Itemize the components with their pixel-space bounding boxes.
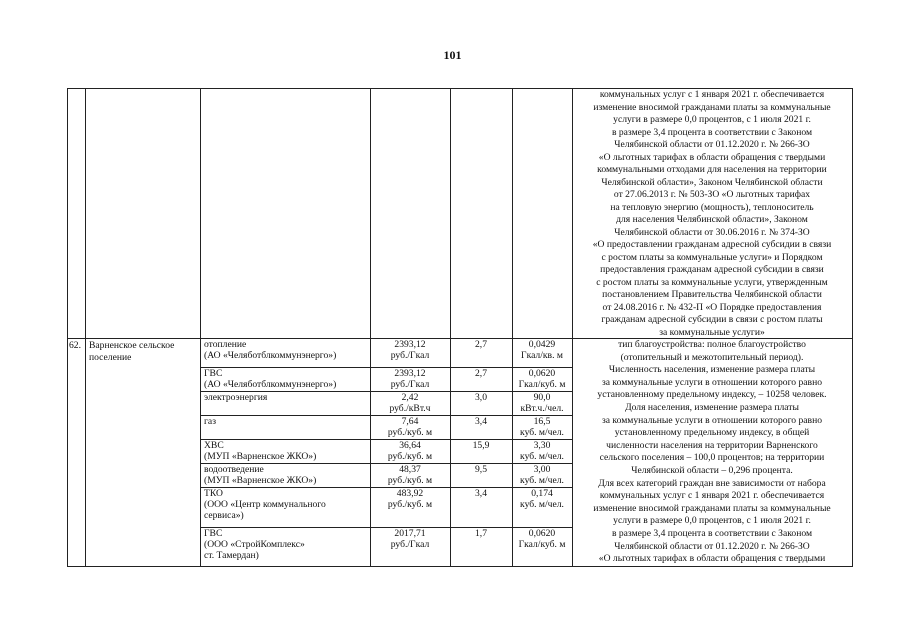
service-norm: 16,5 (533, 416, 551, 427)
service-growth: 2,7 (475, 339, 487, 350)
note-line: постановлением Правительства Челябинской области (602, 289, 822, 300)
service-tariff: руб./кВт.ч (389, 403, 431, 414)
service-name: (АО «Челяботблкоммунэнерго») (204, 350, 337, 361)
service-name: сервиса») (204, 510, 244, 521)
service-growth: 1,7 (475, 528, 487, 539)
service-tariff: руб./Гкал (390, 539, 430, 550)
note-line: Челябинской области от 30.06.2016 г. № 374-ЗО (614, 226, 810, 238)
service-norm: кВт.ч./чел. (520, 403, 564, 414)
note-line: сельского поселения – 100,0 процентов; на территории (599, 452, 825, 464)
note-line: гражданам адресной субсидии в связи с ростом платы (601, 314, 823, 325)
service-tariff: 7,64 (401, 416, 419, 427)
note-line: за коммунальные услуги в отношении которого равно (601, 414, 823, 426)
note-line: изменение вносимой гражданами платы за коммунальные (593, 502, 831, 514)
service-norm: 3,00 (533, 464, 551, 475)
service-tariff: 48,37 (399, 464, 421, 475)
service-norm: 90,0 (533, 392, 551, 403)
service-norm: 0,0620 (528, 528, 556, 539)
note-line: в размере 3,4 процента в соответствии с Законом (611, 126, 813, 138)
service-norm: куб. м/чел. (520, 499, 564, 510)
service-norm: 0,0620 (528, 368, 556, 379)
service-tariff: 483,92 (396, 488, 424, 499)
settlement-name: Варненское сельское (89, 340, 175, 351)
note-line: численности населения на территории Варненского (606, 439, 818, 451)
note-line: изменение вносимой гражданами платы за коммунальные (593, 101, 831, 113)
note-line: установленному предельному индексу, в общей (614, 427, 810, 439)
service-name: (ООО «Центр коммунального (204, 499, 326, 510)
service-tariff: 36,64 (399, 440, 421, 451)
note-line: «О льготных тарифах в области обращения с твердыми (598, 151, 826, 163)
service-name: электроэнергия (204, 392, 268, 403)
service-name: (МУП «Варненское ЖКО») (204, 475, 317, 486)
note-line: для населения Челябинской области», Законом (616, 214, 808, 225)
note-line: Челябинской области от 01.12.2020 г. № 266-ЗО (614, 139, 810, 150)
note-line: «О предоставлении гражданам адресной субсидии в связи (592, 239, 832, 250)
page-number: 101 (443, 48, 462, 62)
service-norm: куб. м/чел. (520, 451, 564, 462)
service-growth: 3,0 (475, 392, 487, 403)
note-line: за коммунальные услуги в отношении которого равно (601, 376, 823, 388)
service-norm: куб. м/чел. (520, 427, 564, 438)
table-rule (852, 88, 853, 567)
service-name: ТКО (204, 488, 223, 499)
service-name: газ (204, 416, 216, 427)
note-line: в размере 3,4 процента в соответствии с Законом (611, 528, 813, 539)
service-growth: 9,5 (475, 464, 487, 475)
service-tariff: 2,42 (401, 392, 419, 403)
row-number: 62. (69, 340, 81, 351)
settlement-name: поселение (89, 351, 132, 363)
note-line: установленному предельному индексу, – 10258 человек. (597, 389, 827, 401)
note-line: тип благоустройства: полное благоустройство (618, 339, 806, 350)
service-tariff: 2393,12 (394, 339, 426, 350)
service-name: (ООО «СтройКомплекс» (204, 539, 305, 550)
service-norm: куб. м/чел. (520, 475, 564, 486)
service-name: ХВС (204, 440, 224, 451)
note-line: Доля населения, изменение размера платы (625, 402, 799, 413)
service-norm: 3,30 (533, 440, 551, 451)
note-line: от 24.08.2016 г. № 432-П «О Порядке предоставления (602, 301, 822, 313)
service-norm: 0,0429 (528, 339, 556, 350)
table-rule (67, 88, 68, 567)
note-line: (отопительный и межотопительный период). (620, 351, 804, 363)
service-tariff: руб./Гкал (390, 350, 430, 361)
note-line: коммунальных услуг с 1 января 2021 г. обеспечивается (599, 490, 825, 502)
note-line: от 27.06.2013 г. № 503-ЗО «О льготных тарифах (613, 189, 811, 200)
note-line: с ростом платы за коммунальные услуги, утвержденным (596, 276, 828, 288)
table-rule (370, 88, 371, 567)
service-tariff: 2017,71 (394, 528, 426, 539)
note-line: услуги в размере 0,0 процентов, с 1 июля 2021 г. (613, 114, 811, 125)
service-norm: Гкал/кв. м (521, 350, 563, 361)
service-tariff: руб./куб. м (387, 499, 433, 510)
note-line: за коммунальные услуги» (659, 326, 765, 338)
note-line: коммунальных услуг с 1 января 2021 г. обеспечивается (599, 89, 825, 100)
note-line: предоставления гражданам адресной субсидии в связи (600, 264, 824, 275)
service-growth: 15,9 (472, 440, 490, 451)
table-rule (572, 88, 573, 567)
note-line: Численность населения, изменение размера платы (608, 364, 816, 376)
table-rule (67, 566, 852, 567)
note-line: «О льготных тарифах в области обращения с твердыми (598, 553, 826, 565)
service-tariff: руб./куб. м (387, 451, 433, 462)
service-tariff: руб./куб. м (387, 427, 433, 438)
service-growth: 3,4 (475, 488, 487, 499)
service-growth: 2,7 (475, 368, 487, 379)
note-line: с ростом платы за коммунальные услуги» и Порядком (601, 251, 823, 263)
note-line: коммунальными отходами для населения на территории (597, 164, 827, 175)
service-tariff: руб./Гкал (390, 379, 430, 390)
table-rule (85, 88, 86, 567)
service-name: ст. Тамердан) (204, 550, 259, 561)
service-name: водоотведение (204, 464, 264, 475)
service-name: (АО «Челяботблкоммунэнерго») (204, 379, 337, 390)
table-rule (450, 88, 451, 567)
service-name: ГВС (204, 368, 223, 379)
service-norm: 0,174 (531, 488, 553, 499)
service-norm: Гкал/куб. м (518, 539, 566, 550)
service-name: (МУП «Варненское ЖКО») (204, 451, 317, 462)
table-rule (512, 88, 513, 567)
service-name: отопление (204, 339, 247, 350)
service-tariff: руб./куб. м (387, 475, 433, 486)
note-line: на тепловую энергию (мощность), теплоноситель (610, 201, 814, 213)
table-rule (200, 88, 201, 567)
note-line: Для всех категорий граждан вне зависимости от набора (598, 477, 826, 489)
note-line: Челябинской области от 01.12.2020 г. № 266-ЗО (614, 540, 810, 552)
service-norm: Гкал/куб. м (518, 379, 566, 390)
note-line: Челябинской области», Законом Челябинской области (601, 176, 823, 188)
note-line: услуги в размере 0,0 процентов, с 1 июля 2021 г. (613, 515, 811, 527)
note-line: Челябинской области – 0,296 процента. (631, 465, 793, 476)
service-name: ГВС (204, 528, 223, 539)
service-growth: 3,4 (475, 416, 487, 427)
service-tariff: 2393,12 (394, 368, 426, 379)
